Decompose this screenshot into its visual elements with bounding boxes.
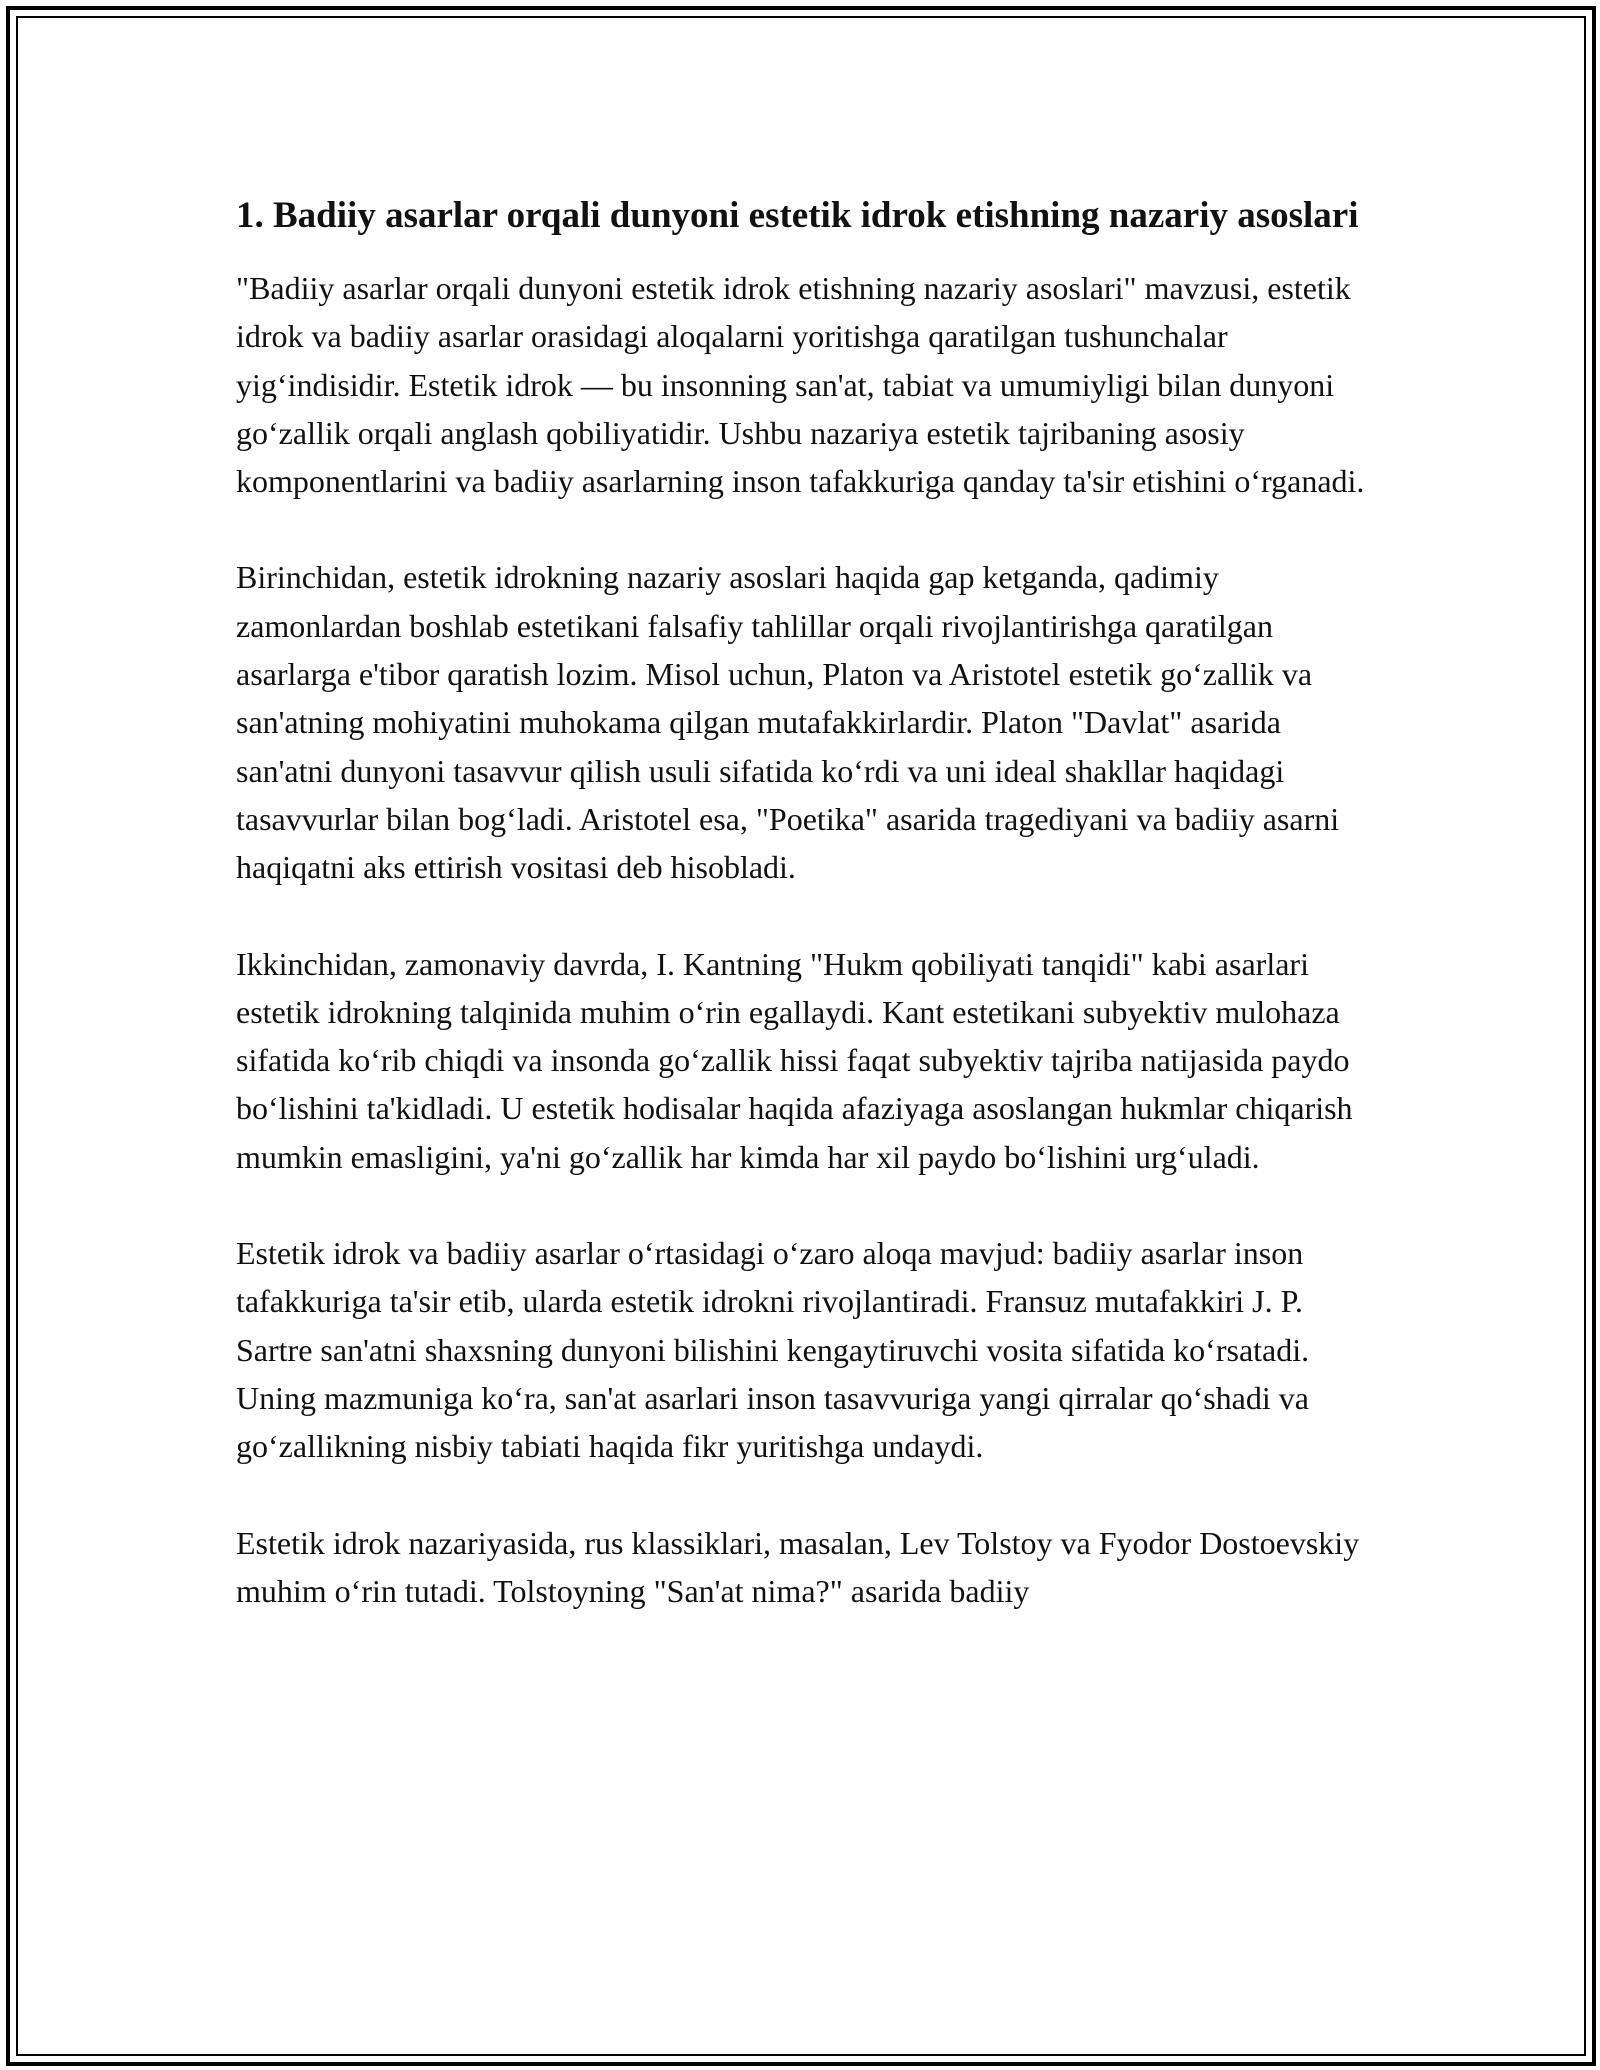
paragraph-3: Ikkinchidan, zamonaviy davrda, I. Kantning "Hukm qobiliyati tanqidi" kabi asarlari estetik idrokning talqinida muhim o‘rin egallaydi. Kant estetikani subyektiv mulohaza sifatida ko‘rib chiqdi va insonda go‘zallik hissi faqat subyektiv tajriba natijasida paydo bo‘lishini ta'kidladi. U estetik hodisalar haqida afaziyaga asoslangan hukmlar chiqarish mumkin emasligini, ya'ni go‘zallik har kimda har xil paydo bo‘lishini urg‘uladi.: [236, 945, 1353, 1175]
section-heading: 1. Badiiy asarlar orqali dunyoni estetik idrok etishning nazariy asoslari: [236, 195, 1359, 236]
paragraph-2: Birinchidan, estetik idrokning nazariy asoslari haqida gap ketganda, qadimiy zamonlardan boshlab estetikani falsafiy tahlillar orqali rivojlantirishga qaratilgan asarlarga e'tibor qaratish lozim. Misol uchun, Platon va Aristotel estetik go‘zallik va san'atning mohiyatini muhokama qilgan mutafakkirlardir. Platon "Davlat" asarida san'atni dunyoni tasavvur qilish usuli sifatida ko‘rdi va uni ideal shakllar haqidagi tasavvurlar bilan bog‘ladi. Aristotel esa, "Poetika" asarida tragediyani va badiiy asarni haqiqatni aks ettirish vositasi deb hisobladi.: [236, 559, 1340, 886]
paragraph-1: "Badiiy asarlar orqali dunyoni estetik idrok etishning nazariy asoslari" mavzusi, estetik idrok va badiiy asarlar orasidagi aloqalarni yoritishga qaratilgan tushunchalar yig‘indisidir. Estetik idrok — bu insonning san'at, tabiat va umumiyligi bilan dunyoni go‘zallik orqali anglash qobiliyatidir. Ushbu nazariya estetik tajribaning asosiy komponentlarini va badiiy asarlarning inson tafakkuriga qanday ta'sir etishini o‘rganadi.: [236, 270, 1365, 500]
paragraph-4: Estetik idrok va badiiy asarlar o‘rtasidagi o‘zaro aloqa mavjud: badiiy asarlar inson tafakkuriga ta'sir etib, ularda estetik idrokni rivojlantiradi. Fransuz mutafakkiri J. P. Sartre san'atni shaxsning dunyoni bilishini kengaytiruvchi vosita sifatida ko‘rsatadi. Uning mazmuniga ko‘ra, san'at asarlari inson tasavvuriga yangi qirralar qo‘shadi va go‘zallikning nisbiy tabiati haqida fikr yuritishga undaydi.: [236, 1235, 1310, 1465]
document-body: [236, 188, 1366, 1663]
paragraph-5: Estetik idrok nazariyasida, rus klassiklari, masalan, Lev Tolstoy va Fyodor Dostoevskiy muhim o‘rin tutadi. Tolstoyning "San'at nima?" asarida badiiy: [236, 1524, 1360, 1609]
